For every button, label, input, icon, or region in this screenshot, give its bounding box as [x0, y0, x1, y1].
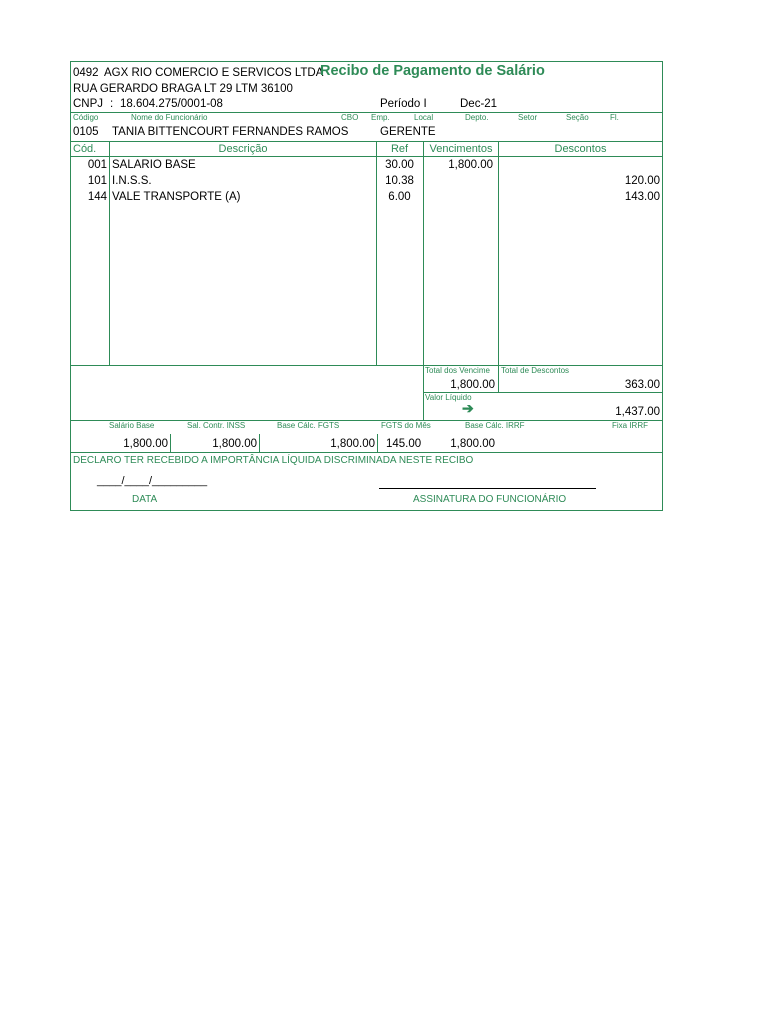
label-codigo: Código — [73, 113, 99, 122]
divider-liquido — [70, 420, 663, 421]
col-line-cod — [109, 141, 110, 365]
label-emp: Emp. — [371, 113, 390, 122]
divider-table-header — [70, 156, 663, 157]
label-depto: Depto. — [465, 113, 489, 122]
label-cbo: CBO — [341, 113, 359, 122]
row-descricao: VALE TRANSPORTE (A) — [112, 191, 241, 203]
row-vencimentos: 1,800.00 — [448, 159, 493, 171]
row-cod: 144 — [87, 191, 107, 203]
periodo-value: Dec-21 — [460, 98, 498, 110]
liquido-value: 1,437.00 — [615, 406, 660, 418]
base-fgts-value: 1,800.00 — [330, 438, 375, 450]
row-cod: 101 — [87, 175, 107, 187]
label-setor: Setor — [518, 113, 538, 122]
label-fl: Fl. — [610, 113, 619, 122]
employee-name: TANIA BITTENCOURT FERNANDES RAMOS — [112, 126, 349, 138]
company-name: AGX RIO COMERCIO E SERVICOS LTDA — [104, 67, 324, 79]
col-line-ref — [423, 141, 424, 420]
col-header-descricao: Descrição — [218, 143, 268, 155]
sal-contr-label: Sal. Contr. INSS — [187, 421, 246, 430]
arrow-right-icon: ➔ — [462, 400, 474, 416]
cnpj-label: CNPJ — [73, 98, 104, 110]
row-descricao: I.N.S.S. — [112, 175, 152, 187]
date-line: ____/____/_________ — [97, 475, 208, 487]
base-irrf-label: Base Cálc. IRRF — [465, 421, 525, 430]
total-desc-label: Total de Descontos — [501, 366, 570, 375]
label-nome: Nome do Funcionário — [131, 113, 208, 122]
fgts-mes-value: 145.00 — [386, 438, 422, 450]
divider-bases — [70, 452, 663, 453]
bases-line-3 — [377, 434, 378, 452]
document-title: Recibo de Pagamento de Salário — [320, 63, 545, 79]
col-header-ref: Ref — [390, 143, 409, 155]
col-line-venc — [498, 141, 499, 392]
label-secao: Seção — [566, 113, 589, 122]
declaration-text: DECLARO TER RECEBIDO A IMPORTÂNCIA LÍQUIDA DISCRIMINADA NESTE RECIBO — [73, 455, 474, 466]
faixa-irrf-label: Fixa IRRF — [612, 421, 648, 430]
row-ref: 6.00 — [388, 191, 411, 203]
signature-line — [379, 488, 596, 489]
fgts-mes-label: FGTS do Mês — [381, 421, 431, 430]
base-irrf-value: 1,800.00 — [450, 438, 495, 450]
salario-base-label: Salário Base — [109, 421, 155, 430]
row-cod: 001 — [87, 159, 107, 171]
bases-line-2 — [259, 434, 260, 452]
row-descontos: 120.00 — [624, 175, 660, 187]
col-header-cod: Cód. — [73, 143, 97, 155]
total-desc-value: 363.00 — [624, 379, 660, 391]
company-address: RUA GERARDO BRAGA LT 29 LTM 36100 — [73, 83, 293, 95]
employee-role: GERENTE — [380, 126, 436, 138]
base-fgts-label: Base Cálc. FGTS — [277, 421, 340, 430]
periodo-label: Período I — [380, 98, 427, 110]
company-code: 0492 — [73, 67, 99, 79]
employee-code: 0105 — [73, 126, 99, 138]
total-venc-value: 1,800.00 — [450, 379, 495, 391]
divider-employee — [70, 141, 663, 142]
sal-contr-value: 1,800.00 — [212, 438, 257, 450]
row-ref: 30.00 — [385, 159, 414, 171]
cnpj-value: 18.604.275/0001-08 — [120, 98, 223, 110]
total-venc-label: Total dos Vencime — [425, 366, 490, 375]
signature-label: ASSINATURA DO FUNCIONÁRIO — [413, 494, 567, 505]
data-label: DATA — [132, 494, 158, 505]
col-header-vencimentos: Vencimentos — [429, 143, 493, 155]
salario-base-value: 1,800.00 — [123, 438, 168, 450]
label-local: Local — [414, 113, 434, 122]
col-header-descontos: Descontos — [554, 143, 607, 155]
cnpj-sep: : — [110, 98, 114, 110]
row-descricao: SALARIO BASE — [112, 159, 196, 171]
row-descontos: 143.00 — [624, 191, 660, 203]
divider-table-bottom — [70, 365, 663, 366]
bases-line-1 — [170, 434, 171, 452]
liquido-label: Valor Líquido — [425, 393, 472, 402]
row-ref: 10.38 — [385, 175, 414, 187]
